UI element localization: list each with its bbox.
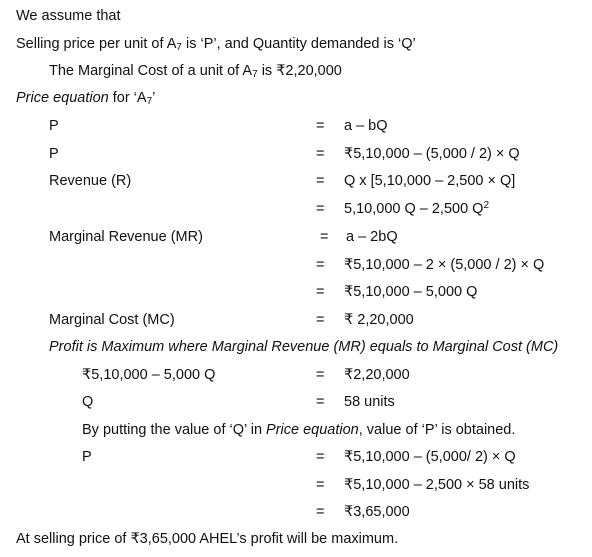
row-mc-equals: = — [316, 312, 325, 328]
marginal-cost-subscript: 7 — [252, 69, 258, 80]
profit-maximum-note: Profit is Maximum where Marginal Revenue (MR) equals to Marginal Cost (MC) — [49, 339, 559, 355]
row-p2-value: ₹5,10,000 – (5,000 / 2) × Q — [344, 146, 520, 162]
row-p1-value: a – bQ — [344, 118, 388, 134]
selling-price-text-post: is ‘P’, and Quantity demanded is ‘Q’ — [181, 36, 416, 52]
solve-lhs-2: Q — [82, 394, 94, 410]
final-value-2: ₹5,10,000 – 2,500 × 58 units — [344, 477, 530, 493]
row-p1-label: P — [49, 118, 59, 134]
price-equation-italic: Price equation — [16, 90, 109, 106]
row-revenue2-value-main: 5,10,000 Q – 2,500 Q — [344, 201, 484, 217]
marginal-cost-text-pre: The Marginal Cost of a unit of A — [49, 63, 253, 79]
row-p2-equals: = — [316, 146, 325, 162]
substitution-note-italic: Price equation — [266, 422, 359, 438]
row-mr3-equals: = — [316, 284, 325, 300]
final-p-label: P — [82, 449, 92, 465]
final-equals-3: = — [316, 504, 325, 520]
row-p1-equals: = — [316, 118, 325, 134]
price-equation-subscript: 7 — [146, 96, 153, 107]
row-mr2-equals: = — [316, 257, 325, 273]
row-revenue2-superscript: 2 — [483, 200, 490, 211]
solve-rhs-2: 58 units — [344, 394, 395, 410]
row-revenue-value: Q x [5,10,000 – 2,500 × Q] — [344, 173, 516, 189]
row-revenue2-equals: = — [316, 201, 325, 217]
row-revenue2-value — [344, 200, 489, 218]
intro-text: We assume that — [16, 8, 121, 24]
selling-price-subscript: 7 — [176, 42, 182, 53]
final-value-3: ₹3,65,000 — [344, 504, 410, 520]
final-equals-2: = — [316, 477, 325, 493]
substitution-note — [82, 421, 515, 439]
row-revenue-label: Revenue (R) — [49, 173, 132, 189]
price-equation-post: ’ — [152, 90, 156, 106]
final-equals-1: = — [316, 449, 325, 465]
solve-rhs-1: ₹2,20,000 — [344, 367, 410, 383]
price-equation-mid: for ‘A — [108, 90, 147, 106]
selling-price-text-pre: Selling price per unit of A — [16, 36, 177, 52]
row-mc-label: Marginal Cost (MC) — [49, 312, 175, 328]
solve-equals-1: = — [316, 367, 325, 383]
substitution-note-post: , value of ‘P’ is obtained. — [358, 422, 516, 438]
row-mr3-value: ₹5,10,000 – 5,000 Q — [344, 284, 478, 300]
row-mr-label: Marginal Revenue (MR) — [49, 229, 203, 245]
solve-lhs-1: ₹5,10,000 – 5,000 Q — [82, 367, 216, 383]
row-revenue-equals: = — [316, 173, 325, 189]
substitution-note-pre: By putting the value of ‘Q’ in — [82, 422, 267, 438]
row-p2-label: P — [49, 146, 59, 162]
marginal-cost-text-post: is ₹2,20,000 — [257, 63, 342, 79]
row-mc-value: ₹ 2,20,000 — [344, 312, 414, 328]
row-mr2-value: ₹5,10,000 – 2 × (5,000 / 2) × Q — [344, 257, 545, 273]
solve-equals-2: = — [316, 394, 325, 410]
price-equation-heading — [16, 89, 155, 107]
marginal-cost-statement — [49, 62, 342, 80]
row-mr-value: a – 2bQ — [346, 229, 398, 245]
row-mr-equals: = — [320, 229, 329, 245]
conclusion-text: At selling price of ₹3,65,000 AHEL’s profit will be maximum. — [16, 531, 399, 547]
selling-price-statement — [16, 35, 416, 53]
final-value-1: ₹5,10,000 – (5,000/ 2) × Q — [344, 449, 516, 465]
